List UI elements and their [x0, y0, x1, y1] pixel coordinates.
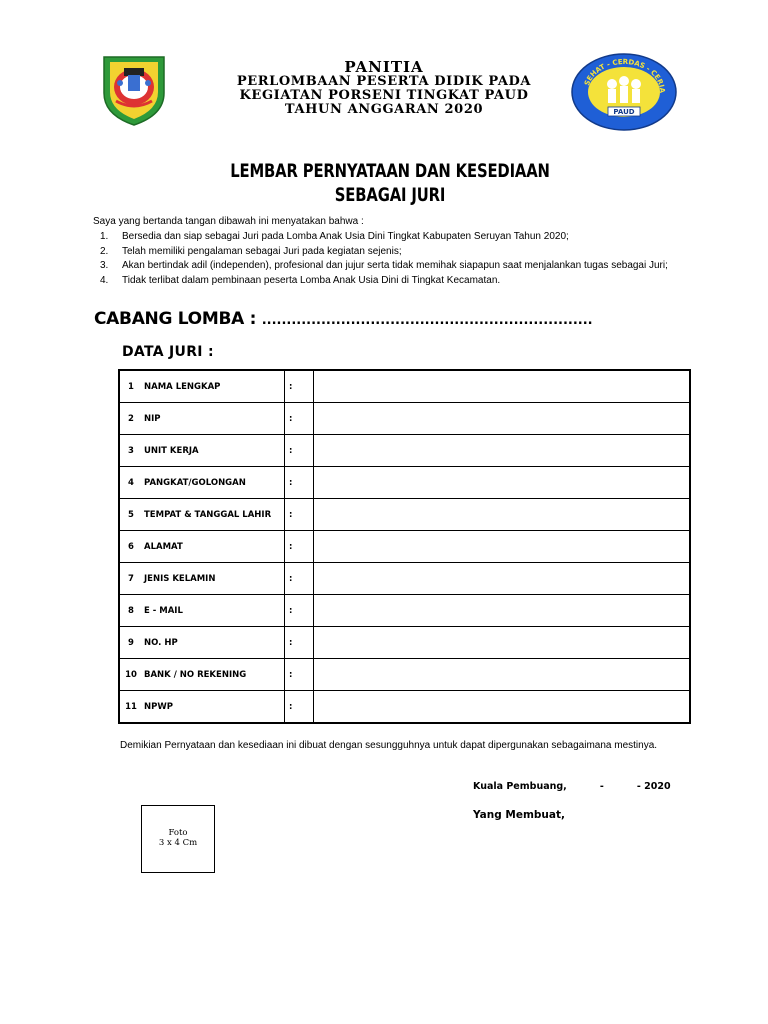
- row-colon: :: [285, 627, 314, 659]
- photo-label-line-2: 3 x 4 Cm: [158, 838, 198, 848]
- table-row: [119, 435, 690, 467]
- header-line-4: TAHUN ANGGARAN 2020: [284, 102, 484, 117]
- row-colon: :: [285, 659, 314, 691]
- paud-logo: [570, 52, 678, 132]
- signer-label: Yang Membuat,: [473, 809, 565, 821]
- header-line-2: PERLOMBAAN PESERTA DIDIK PADA: [236, 74, 532, 89]
- row-colon: :: [285, 403, 314, 435]
- row-colon: :: [285, 499, 314, 531]
- closing-statement: Demikian Pernyataan dan kesediaan ini dibuat dengan sesungguhnya untuk dapat dipergunakan sebagaimana mestinya.: [120, 740, 658, 751]
- photo-label-line-1: Foto: [168, 828, 188, 838]
- row-label: NPWP: [142, 691, 285, 724]
- statement-list: [93, 231, 673, 289]
- table-row: [119, 403, 690, 435]
- row-number: 6: [119, 531, 142, 563]
- statement-text: Akan bertindak adil (independen), profesional dan jujur serta tidak memihak siapapun saat menjalankan tugas sebagai Juri;: [122, 260, 668, 271]
- row-value-field[interactable]: [314, 563, 691, 595]
- row-colon: :: [285, 595, 314, 627]
- title-line-2: SEBAGAI JURI: [334, 184, 446, 206]
- row-label: UNIT KERJA: [142, 435, 285, 467]
- table-row: [119, 627, 690, 659]
- row-colon: :: [285, 691, 314, 724]
- committee-header: [200, 59, 568, 117]
- table-row: [119, 467, 690, 499]
- table-row: [119, 499, 690, 531]
- row-label: E - MAIL: [142, 595, 285, 627]
- row-colon: :: [285, 467, 314, 499]
- row-value-field[interactable]: [314, 595, 691, 627]
- intro-text: Saya yang bertanda tangan dibawah ini menyatakan bahwa :: [93, 216, 364, 227]
- competition-branch-field: [94, 309, 593, 329]
- cabang-label: CABANG LOMBA :: [94, 309, 257, 329]
- row-value-field[interactable]: [314, 691, 691, 724]
- title-line-1: LEMBAR PERNYATAAN DAN KESEDIAAN: [230, 160, 550, 182]
- statement-number: 2.: [100, 245, 109, 257]
- statement-text: Telah memiliki pengalaman sebagai Juri pada kegiatan sejenis;: [122, 245, 402, 257]
- row-number: 9: [119, 627, 142, 659]
- table-row: [119, 595, 690, 627]
- table-row: [119, 691, 690, 724]
- row-number: 1: [119, 370, 142, 403]
- place-date: Kuala Pembuang, - - 2020: [473, 781, 671, 792]
- statement-item: [93, 231, 673, 243]
- header-line-1: PANITIA: [344, 58, 424, 76]
- cabang-fill-line[interactable]: ...................................................................: [261, 313, 593, 328]
- row-colon: :: [285, 435, 314, 467]
- logo-arc-text: SEHAT - CERDAS - CERIA: [583, 57, 667, 94]
- header-line-3: KEGIATAN PORSENI TINGKAT PAUD: [239, 88, 529, 103]
- statement-number: 1.: [100, 231, 109, 242]
- row-label: PANGKAT/GOLONGAN: [142, 467, 285, 499]
- statement-text: Tidak terlibat dalam pembinaan peserta Lomba Anak Usia Dini di Tingkat Kecamatan.: [122, 274, 501, 286]
- statement-item: [93, 260, 673, 272]
- row-number: 10: [119, 659, 142, 691]
- row-value-field[interactable]: [314, 435, 691, 467]
- row-number: 3: [119, 435, 142, 467]
- row-colon: :: [285, 531, 314, 563]
- row-number: 4: [119, 467, 142, 499]
- row-label: NO. HP: [142, 627, 285, 659]
- row-label: ALAMAT: [142, 531, 285, 563]
- data-juri-heading: DATA JURI :: [122, 344, 214, 360]
- statement-item: [93, 246, 673, 258]
- row-value-field[interactable]: [314, 499, 691, 531]
- row-number: 7: [119, 563, 142, 595]
- row-label: TEMPAT & TANGGAL LAHIR: [142, 499, 285, 531]
- row-value-field[interactable]: [314, 370, 691, 403]
- statement-number: 3.: [100, 260, 109, 271]
- statement-text: Bersedia dan siap sebagai Juri pada Lomba Anak Usia Dini Tingkat Kabupaten Seruyan Tahun 2020;: [122, 231, 569, 242]
- table-row: [119, 563, 690, 595]
- statement-number: 4.: [100, 274, 109, 286]
- row-colon: :: [285, 563, 314, 595]
- table-row: [119, 531, 690, 563]
- regency-emblem: [100, 53, 168, 127]
- table-row: [119, 659, 690, 691]
- document-title: [203, 159, 577, 207]
- logo-banner-text: PAUD: [613, 108, 635, 116]
- row-value-field[interactable]: [314, 659, 691, 691]
- row-label: JENIS KELAMIN: [142, 563, 285, 595]
- row-label: NIP: [142, 403, 285, 435]
- photo-box: [141, 805, 215, 873]
- row-number: 5: [119, 499, 142, 531]
- row-number: 11: [119, 691, 142, 724]
- row-value-field[interactable]: [314, 627, 691, 659]
- row-number: 8: [119, 595, 142, 627]
- row-label: BANK / NO REKENING: [142, 659, 285, 691]
- juror-data-table: [118, 369, 691, 724]
- row-value-field[interactable]: [314, 403, 691, 435]
- photo-label: [142, 828, 214, 848]
- row-number: 2: [119, 403, 142, 435]
- row-value-field[interactable]: [314, 467, 691, 499]
- row-value-field[interactable]: [314, 531, 691, 563]
- statement-item: [93, 275, 673, 287]
- row-label: NAMA LENGKAP: [142, 370, 285, 403]
- row-colon: :: [285, 370, 314, 403]
- table-row: [119, 370, 690, 403]
